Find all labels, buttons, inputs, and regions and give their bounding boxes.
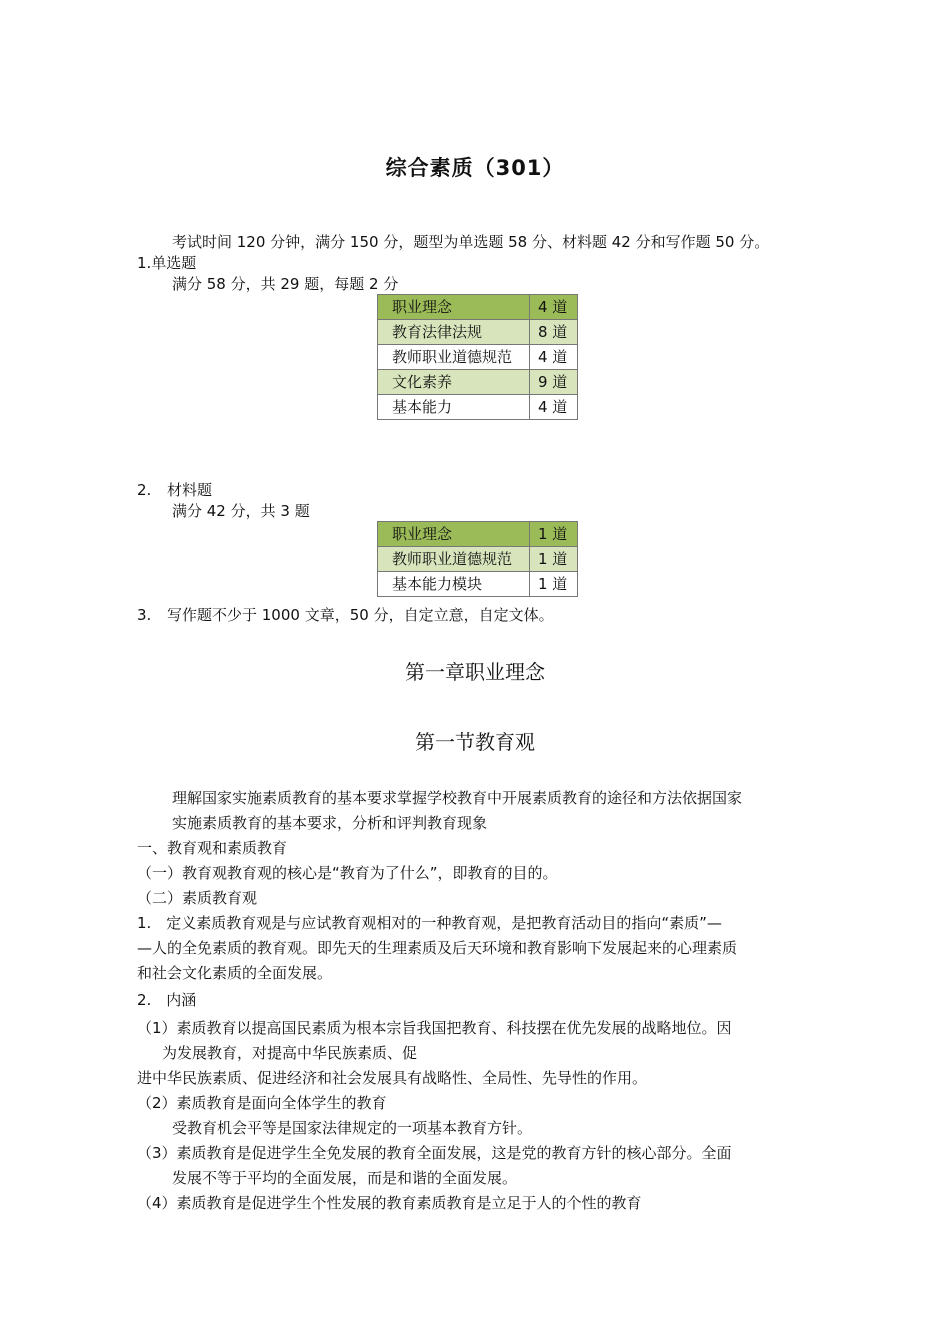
section1-heading: 1.单选题 <box>137 254 197 272</box>
body-line: —人的全免素质的教育观。即先天的生理素质及后天环境和教育影响下发展起来的心理素质 <box>137 939 738 957</box>
table-cell-count: 1 道 <box>530 522 578 547</box>
table-cell-name: 文化素养 <box>378 370 530 395</box>
body-line: 一、教育观和素质教育 <box>137 839 288 857</box>
table-cell-count: 4 道 <box>530 395 578 420</box>
body-line: （2）素质教育是面向全体学生的教育 <box>137 1094 387 1112</box>
single-choice-table <box>377 294 578 420</box>
section2-number: 2. <box>137 481 152 499</box>
material-table <box>377 521 578 597</box>
section2-heading: 材料题 <box>167 481 213 499</box>
body-line: 2. 内涵 <box>137 991 197 1009</box>
body-line: （二）素质教育观 <box>137 889 258 907</box>
body-paragraph: 实施素质教育的基本要求，分析和评判教育现象 <box>172 814 488 832</box>
table-row <box>378 522 578 547</box>
section1-sub: 满分 58 分，共 29 题，每题 2 分 <box>172 275 399 293</box>
table-cell-name: 基本能力 <box>378 395 530 420</box>
body-line: 1. 定义素质教育观是与应试教育观相对的一种教育观，是把教育活动目的指向“素质”— <box>137 914 722 932</box>
body-line: 为发展教育，对提高中华民族素质、促 <box>162 1044 418 1062</box>
table-row <box>378 320 578 345</box>
table-cell-count: 9 道 <box>530 370 578 395</box>
table-cell-name: 职业理念 <box>378 522 530 547</box>
table-cell-name: 教师职业道德规范 <box>378 345 530 370</box>
body-paragraph: 理解国家实施素质教育的基本要求掌握学校教育中开展素质教育的途径和方法依据国家 <box>172 789 743 807</box>
body-line: （一）教育观教育观的核心是“教育为了什么”，即教育的目的。 <box>137 864 558 882</box>
section3-number: 3. <box>137 606 152 624</box>
table-cell-name: 教师职业道德规范 <box>378 547 530 572</box>
table-row <box>378 572 578 597</box>
body-line: （3）素质教育是促进学生全免发展的教育全面发展，这是党的教育方针的核心部分。全面 <box>137 1144 732 1162</box>
section-heading: 第一节教育观 <box>415 730 535 754</box>
section2-sub: 满分 42 分，共 3 题 <box>172 502 310 520</box>
body-line: 受教育机会平等是国家法律规定的一项基本教育方针。 <box>172 1119 533 1137</box>
page-title: 综合素质（301） <box>385 156 565 180</box>
body-line: 和社会文化素质的全面发展。 <box>137 964 333 982</box>
table-row <box>378 370 578 395</box>
body-line: 进中华民族素质、促进经济和社会发展具有战略性、全局性、先导性的作用。 <box>137 1069 648 1087</box>
chapter-heading: 第一章职业理念 <box>405 660 545 684</box>
exam-intro: 考试时间 120 分钟，满分 150 分，题型为单选题 58 分、材料题 42 分和写作题 50 分。 <box>172 233 770 251</box>
table-cell-name: 基本能力模块 <box>378 572 530 597</box>
table-row <box>378 395 578 420</box>
table-cell-count: 1 道 <box>530 547 578 572</box>
table-cell-name: 职业理念 <box>378 295 530 320</box>
body-line: 发展不等于平均的全面发展，而是和谐的全面发展。 <box>172 1169 518 1187</box>
table-cell-name: 教育法律法规 <box>378 320 530 345</box>
section3-text: 写作题不少于 1000 文章，50 分，自定立意，自定文体。 <box>167 606 554 624</box>
table-cell-count: 1 道 <box>530 572 578 597</box>
table-cell-count: 8 道 <box>530 320 578 345</box>
table-row <box>378 295 578 320</box>
table-row <box>378 547 578 572</box>
table-cell-count: 4 道 <box>530 295 578 320</box>
body-line: （1）素质教育以提高国民素质为根本宗旨我国把教育、科技摆在优先发展的战略地位。因 <box>137 1019 732 1037</box>
table-cell-count: 4 道 <box>530 345 578 370</box>
body-line: （4）素质教育是促进学生个性发展的教育素质教育是立足于人的个性的教育 <box>137 1194 642 1212</box>
table-row <box>378 345 578 370</box>
